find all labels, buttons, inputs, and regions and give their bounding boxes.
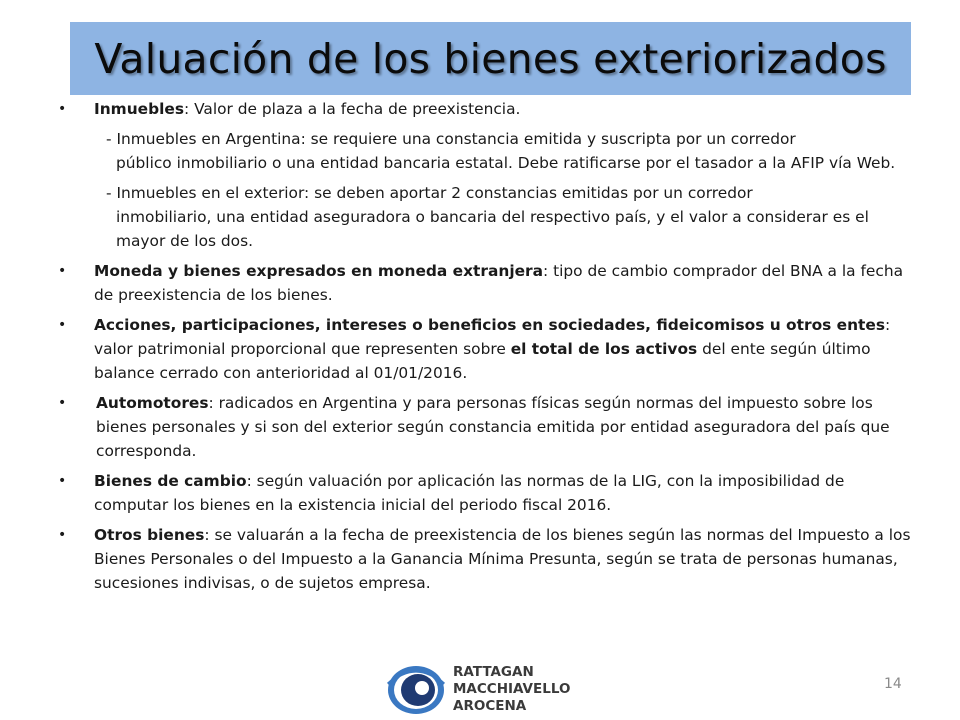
bullet-emphasis: el total de los activos [510, 340, 698, 358]
bullet-label: Automotores [96, 394, 209, 412]
bullet-moneda [58, 259, 918, 307]
bullet-icon: • [58, 263, 67, 279]
subitem-first-line: - Inmuebles en Argentina: se requiere una constancia emitida y suscripta por un corredor [106, 130, 796, 148]
bullet-inmuebles [58, 97, 918, 121]
slide-body [58, 97, 918, 601]
bullet-label: Moneda y bienes expresados en moneda extranjera [94, 262, 544, 280]
subitem-continuation: público inmobiliario o una entidad bancaria estatal. Debe ratificarse por el tasador a la AFIP vía Web. [116, 154, 896, 172]
bullet-icon: • [58, 317, 67, 333]
bullet-text: : radicados en Argentina y para personas físicas según normas del impuesto sobre los bienes personales y si son del exterior según constancia emitida por entidad aseguradora del país que corresponda. [96, 394, 890, 460]
bullet-label: Acciones, participaciones, intereses o beneficios en sociedades, fideicomisos u otros entes [94, 316, 886, 334]
bullet-text: : tipo de cambio comprador del BNA a la fecha de preexistencia de los bienes. [94, 262, 904, 304]
page-number: 14 [884, 676, 902, 692]
logo-wordmark [453, 664, 570, 715]
logo-eye-icon [385, 662, 447, 716]
bullet-bienes-de-cambio [58, 469, 918, 517]
logo-line: RATTAGAN [453, 663, 534, 680]
subitem-first-line: - Inmuebles en el exterior: se deben aportar 2 constancias emitidas por un corredor [106, 184, 753, 202]
bullet-icon: • [58, 473, 67, 489]
bullet-icon: • [58, 101, 67, 117]
bullet-icon: • [58, 527, 67, 543]
subitem-inmuebles-argentina [106, 127, 918, 175]
logo-line: AROCENA [453, 697, 527, 714]
bullet-text: : según valuación por aplicación las normas de la LIG, con la imposibilidad de computar los bienes en la existencia inicial del periodo fiscal 2016. [94, 472, 845, 514]
title-banner [70, 22, 911, 95]
bullet-automotores [58, 391, 918, 463]
bullet-label: Inmuebles [94, 100, 185, 118]
logo-line: MACCHIAVELLO [453, 680, 571, 697]
bullet-icon: • [58, 395, 67, 411]
company-logo [385, 662, 595, 716]
bullet-text: del ente según último balance cerrado con anterioridad al 01/01/2016. [94, 340, 871, 382]
subitem-continuation: inmobiliario, una entidad aseguradora o bancaria del respectivo país, y el valor a considerar es el mayor de los dos. [116, 208, 869, 250]
slide-title: Valuación de los bienes exteriorizados [94, 34, 887, 83]
bullet-label: Otros bienes [94, 526, 205, 544]
bullet-text: : se valuarán a la fecha de preexistencia de los bienes según las normas del Impuesto a los Bienes Personales o del Impuesto a la Ganancia Mínima Presunta, según se trata de personas humanas, sucesiones indivisas, o de sujetos empresa. [94, 526, 911, 592]
subitem-inmuebles-exterior [106, 181, 918, 253]
bullet-text: : valor patrimonial proporcional que representen sobre [94, 316, 891, 358]
bullet-otros-bienes [58, 523, 918, 595]
bullet-label: Bienes de cambio [94, 472, 247, 490]
bullet-acciones [58, 313, 918, 385]
bullet-text: : Valor de plaza a la fecha de preexistencia. [184, 100, 521, 118]
